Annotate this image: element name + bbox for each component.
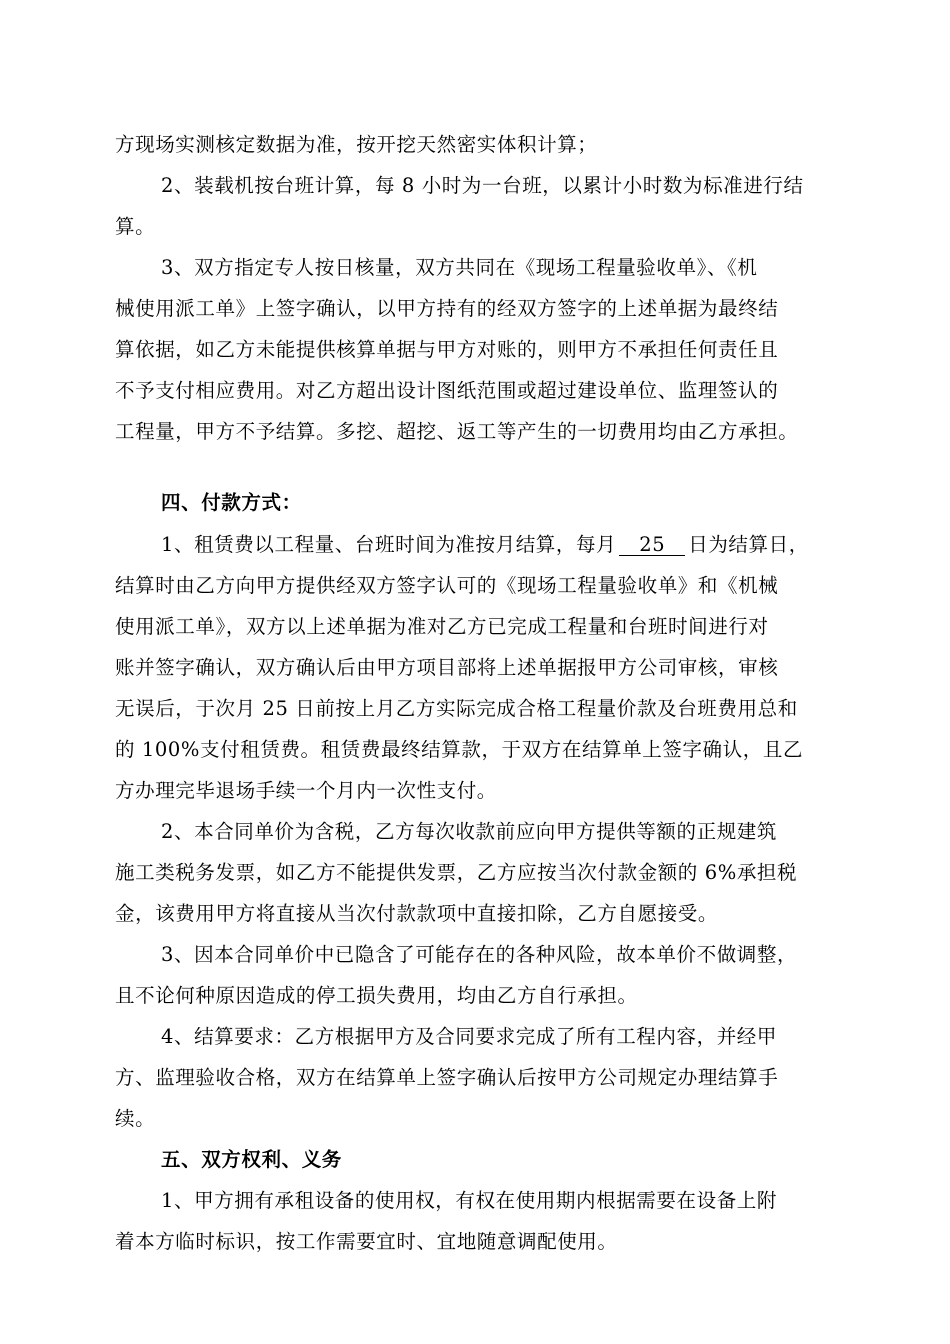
text-line: 着本方临时标识，按工作需要宜时、宜地随意调配使用。 bbox=[115, 1230, 618, 1253]
text-line: 3、双方指定专人按日核量，双方共同在《现场工程量验收单》、《机 bbox=[161, 256, 758, 279]
text-line: 无误后，于次月 25 日前按上月乙方实际完成合格工程量价款及台班费用总和 bbox=[115, 697, 798, 720]
text-line: 1、甲方拥有承租设备的使用权，有权在使用期内根据需要在设备上附 bbox=[161, 1189, 778, 1212]
text-line: 算。 bbox=[115, 215, 156, 238]
text-line: 2、装载机按台班计算，每 8 小时为一台班，以累计小时数为标准进行结 bbox=[161, 174, 804, 197]
text-line: 4、结算要求：乙方根据甲方及合同要求完成了所有工程内容，并经甲 bbox=[161, 1025, 778, 1048]
text-line: 3、因本合同单价中已隐含了可能存在的各种风险，故本单价不做调整， bbox=[161, 943, 798, 966]
section-heading: 五、双方权利、义务 bbox=[161, 1148, 342, 1171]
text-segment: 日为结算日， bbox=[688, 533, 809, 556]
text-line: 工程量，甲方不予结算。多挖、超挖、返工等产生的一切费用均由乙方承担。 bbox=[115, 420, 799, 443]
text-line: 施工类税务发票，如乙方不能提供发票，乙方应按当次付款金额的 6%承担税 bbox=[115, 861, 798, 884]
settlement-day-blank: 25 bbox=[619, 535, 685, 556]
section-heading: 四、付款方式： bbox=[161, 491, 302, 514]
text-line: 且不论何种原因造成的停工损失费用，均由乙方自行承担。 bbox=[115, 984, 638, 1007]
text-line: 续。 bbox=[115, 1107, 156, 1130]
text-line: 金，该费用甲方将直接从当次付款款项中直接扣除，乙方自愿接受。 bbox=[115, 902, 719, 925]
text-line: 结算时由乙方向甲方提供经双方签字认可的《现场工程量验收单》和《机械 bbox=[115, 574, 779, 597]
text-line: 方办理完毕退场手续一个月内一次性支付。 bbox=[115, 779, 497, 802]
text-line: 方现场实测核定数据为准，按开挖天然密实体积计算； bbox=[115, 133, 598, 156]
text-line: 账并签字确认，双方确认后由甲方项目部将上述单据报甲方公司审核，审核 bbox=[115, 656, 779, 679]
text-line: 2、本合同单价为含税，乙方每次收款前应向甲方提供等额的正规建筑 bbox=[161, 820, 778, 843]
text-line: 的 100%支付租赁费。租赁费最终结算款，于双方在结算单上签字确认，且乙 bbox=[115, 738, 804, 761]
text-line bbox=[161, 533, 809, 557]
text-segment: 1、租赁费以工程量、台班时间为准按月结算，每月 bbox=[161, 533, 617, 556]
text-line: 械使用派工单》上签字确认，以甲方持有的经双方签字的上述单据为最终结 bbox=[115, 297, 779, 320]
text-line: 方、监理验收合格，双方在结算单上签字确认后按甲方公司规定办理结算手 bbox=[115, 1066, 779, 1089]
text-line: 使用派工单》，双方以上述单据为准对乙方已完成工程量和台班时间进行对 bbox=[115, 615, 769, 638]
text-line: 算依据，如乙方未能提供核算单据与甲方对账的，则甲方不承担任何责任且 bbox=[115, 338, 779, 361]
text-line: 不予支付相应费用。对乙方超出设计图纸范围或超过建设单位、监理签认的 bbox=[115, 379, 779, 402]
